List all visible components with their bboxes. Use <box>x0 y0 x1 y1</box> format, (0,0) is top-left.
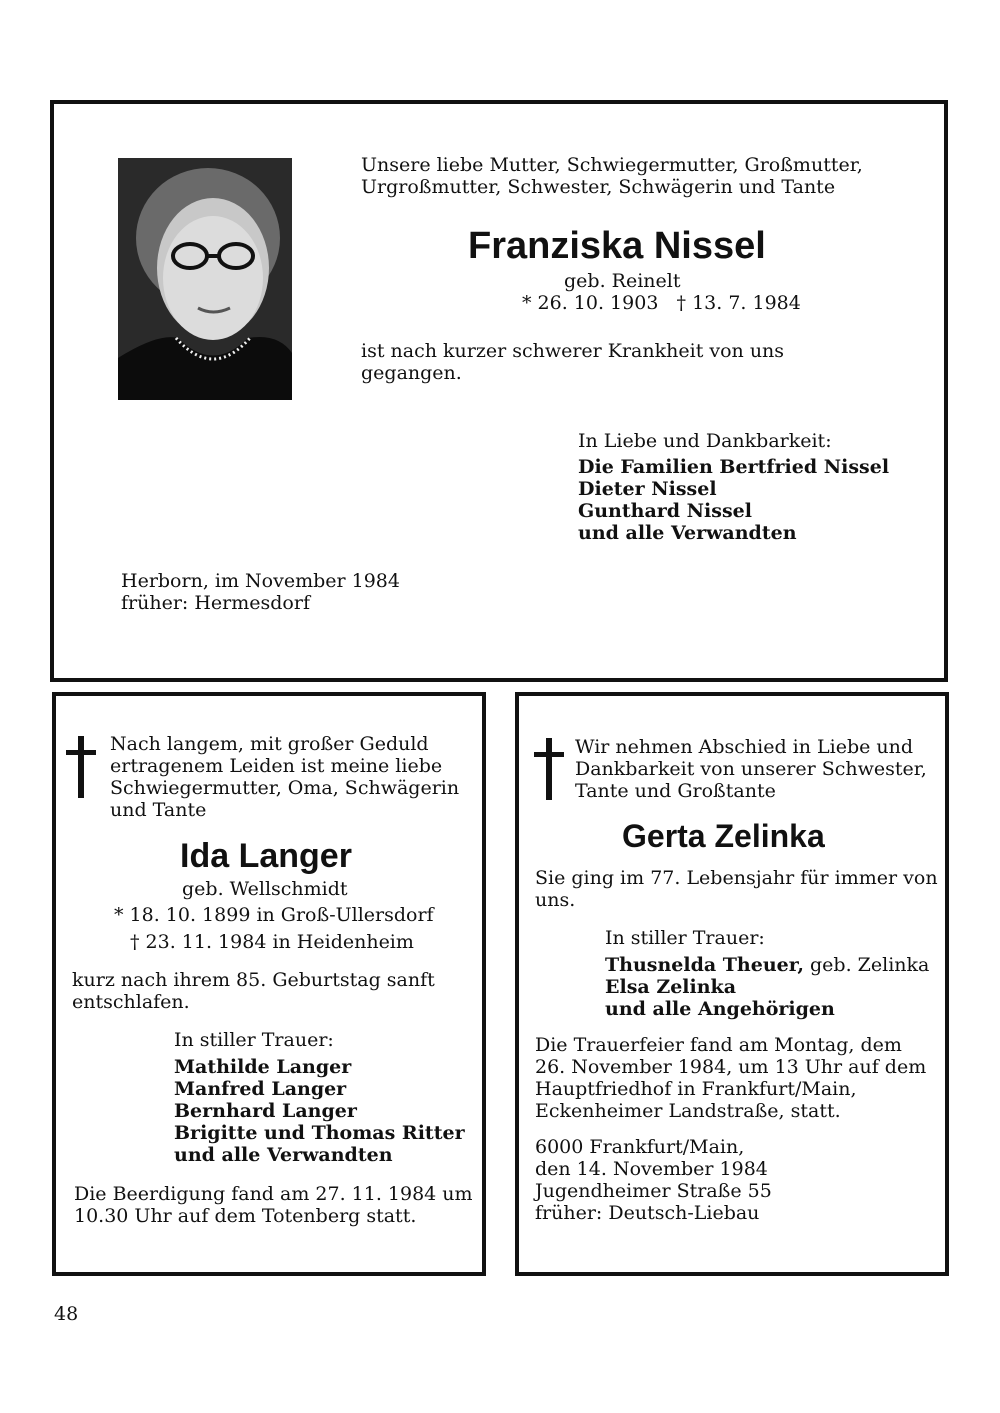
mourner: und alle Verwandten <box>174 1144 393 1166</box>
intro-line: ertragenem Leiden ist meine liebe <box>110 755 443 777</box>
mourner <box>605 954 929 976</box>
intro-line: Schwiegermutter, Oma, Schwägerin <box>110 777 460 799</box>
text-line: ist nach kurzer schwerer Krankheit von uns <box>361 340 785 362</box>
mourner: und alle Angehörigen <box>605 998 835 1020</box>
intro-line: Tante und Großtante <box>575 780 776 802</box>
mourner: Die Familien Bertfried Nissel <box>578 456 890 478</box>
funeral-line: Die Beerdigung fand am 27. 11. 1984 um <box>74 1183 473 1205</box>
address-line: den 14. November 1984 <box>535 1158 768 1180</box>
intro-line: Nach langem, mit großer Geduld <box>110 733 429 755</box>
mourner: Dieter Nissel <box>578 478 717 500</box>
portrait-photo <box>118 158 292 400</box>
mourning-line: In stiller Trauer: <box>605 927 765 949</box>
mourner: Brigitte und Thomas Ritter <box>174 1122 465 1144</box>
text-line: Sie ging im 77. Lebensjahr für immer von <box>535 867 938 889</box>
service-line: Hauptfriedhof in Frankfurt/Main, <box>535 1078 857 1100</box>
life-dates: * 26. 10. 1903 † 13. 7. 1984 <box>522 292 801 314</box>
mourner: Elsa Zelinka <box>605 976 737 998</box>
mourner: und alle Verwandten <box>578 522 797 544</box>
address-line: Jugendheimer Straße 55 <box>535 1180 772 1202</box>
text-line: uns. <box>535 889 576 911</box>
deceased-name: Franziska Nissel <box>468 225 766 267</box>
address-line: 6000 Frankfurt/Main, <box>535 1136 745 1158</box>
service-line: 26. November 1984, um 13 Uhr auf dem <box>535 1056 927 1078</box>
birth-date: * 18. 10. 1899 in Groß-Ullersdorf <box>114 904 434 926</box>
mourner-name: Thusnelda Theuer, <box>605 954 804 976</box>
mourner: Gunthard Nissel <box>578 500 752 522</box>
funeral-line: 10.30 Uhr auf dem Totenberg statt. <box>74 1205 417 1227</box>
intro-line: und Tante <box>110 799 207 821</box>
text-line: gegangen. <box>361 362 462 384</box>
service-line: Die Trauerfeier fand am Montag, dem <box>535 1034 902 1056</box>
intro-line: Wir nehmen Abschied in Liebe und <box>575 736 914 758</box>
text-line: kurz nach ihrem 85. Geburtstag sanft <box>72 969 435 991</box>
portrait-image <box>118 158 292 400</box>
cross-icon <box>534 738 564 800</box>
page-number: 48 <box>54 1303 79 1325</box>
mourning-line: In stiller Trauer: <box>174 1029 334 1051</box>
mourner-birth-name: geb. Zelinka <box>803 954 930 976</box>
place-line: Herborn, im November 1984 <box>121 570 400 592</box>
mourner: Bernhard Langer <box>174 1100 357 1122</box>
place-line: früher: Hermesdorf <box>121 592 310 614</box>
intro-line: Unsere liebe Mutter, Schwiegermutter, Großmutter, <box>361 154 863 176</box>
address-line: früher: Deutsch-Liebau <box>535 1202 760 1224</box>
death-date: † 23. 11. 1984 in Heidenheim <box>130 931 414 953</box>
service-line: Eckenheimer Landstraße, statt. <box>535 1100 841 1122</box>
birth-name: geb. Reinelt <box>564 270 681 292</box>
deceased-name: Gerta Zelinka <box>622 818 825 854</box>
deceased-name: Ida Langer <box>180 837 352 875</box>
mourner: Manfred Langer <box>174 1078 347 1100</box>
intro-line: Urgroßmutter, Schwester, Schwägerin und Tante <box>361 176 836 198</box>
mourner: Mathilde Langer <box>174 1056 352 1078</box>
birth-name: geb. Wellschmidt <box>182 878 348 900</box>
thanks-line: In Liebe und Dankbarkeit: <box>578 430 832 452</box>
text-line: entschlafen. <box>72 991 190 1013</box>
cross-icon <box>66 736 96 798</box>
intro-line: Dankbarkeit von unserer Schwester, <box>575 758 927 780</box>
